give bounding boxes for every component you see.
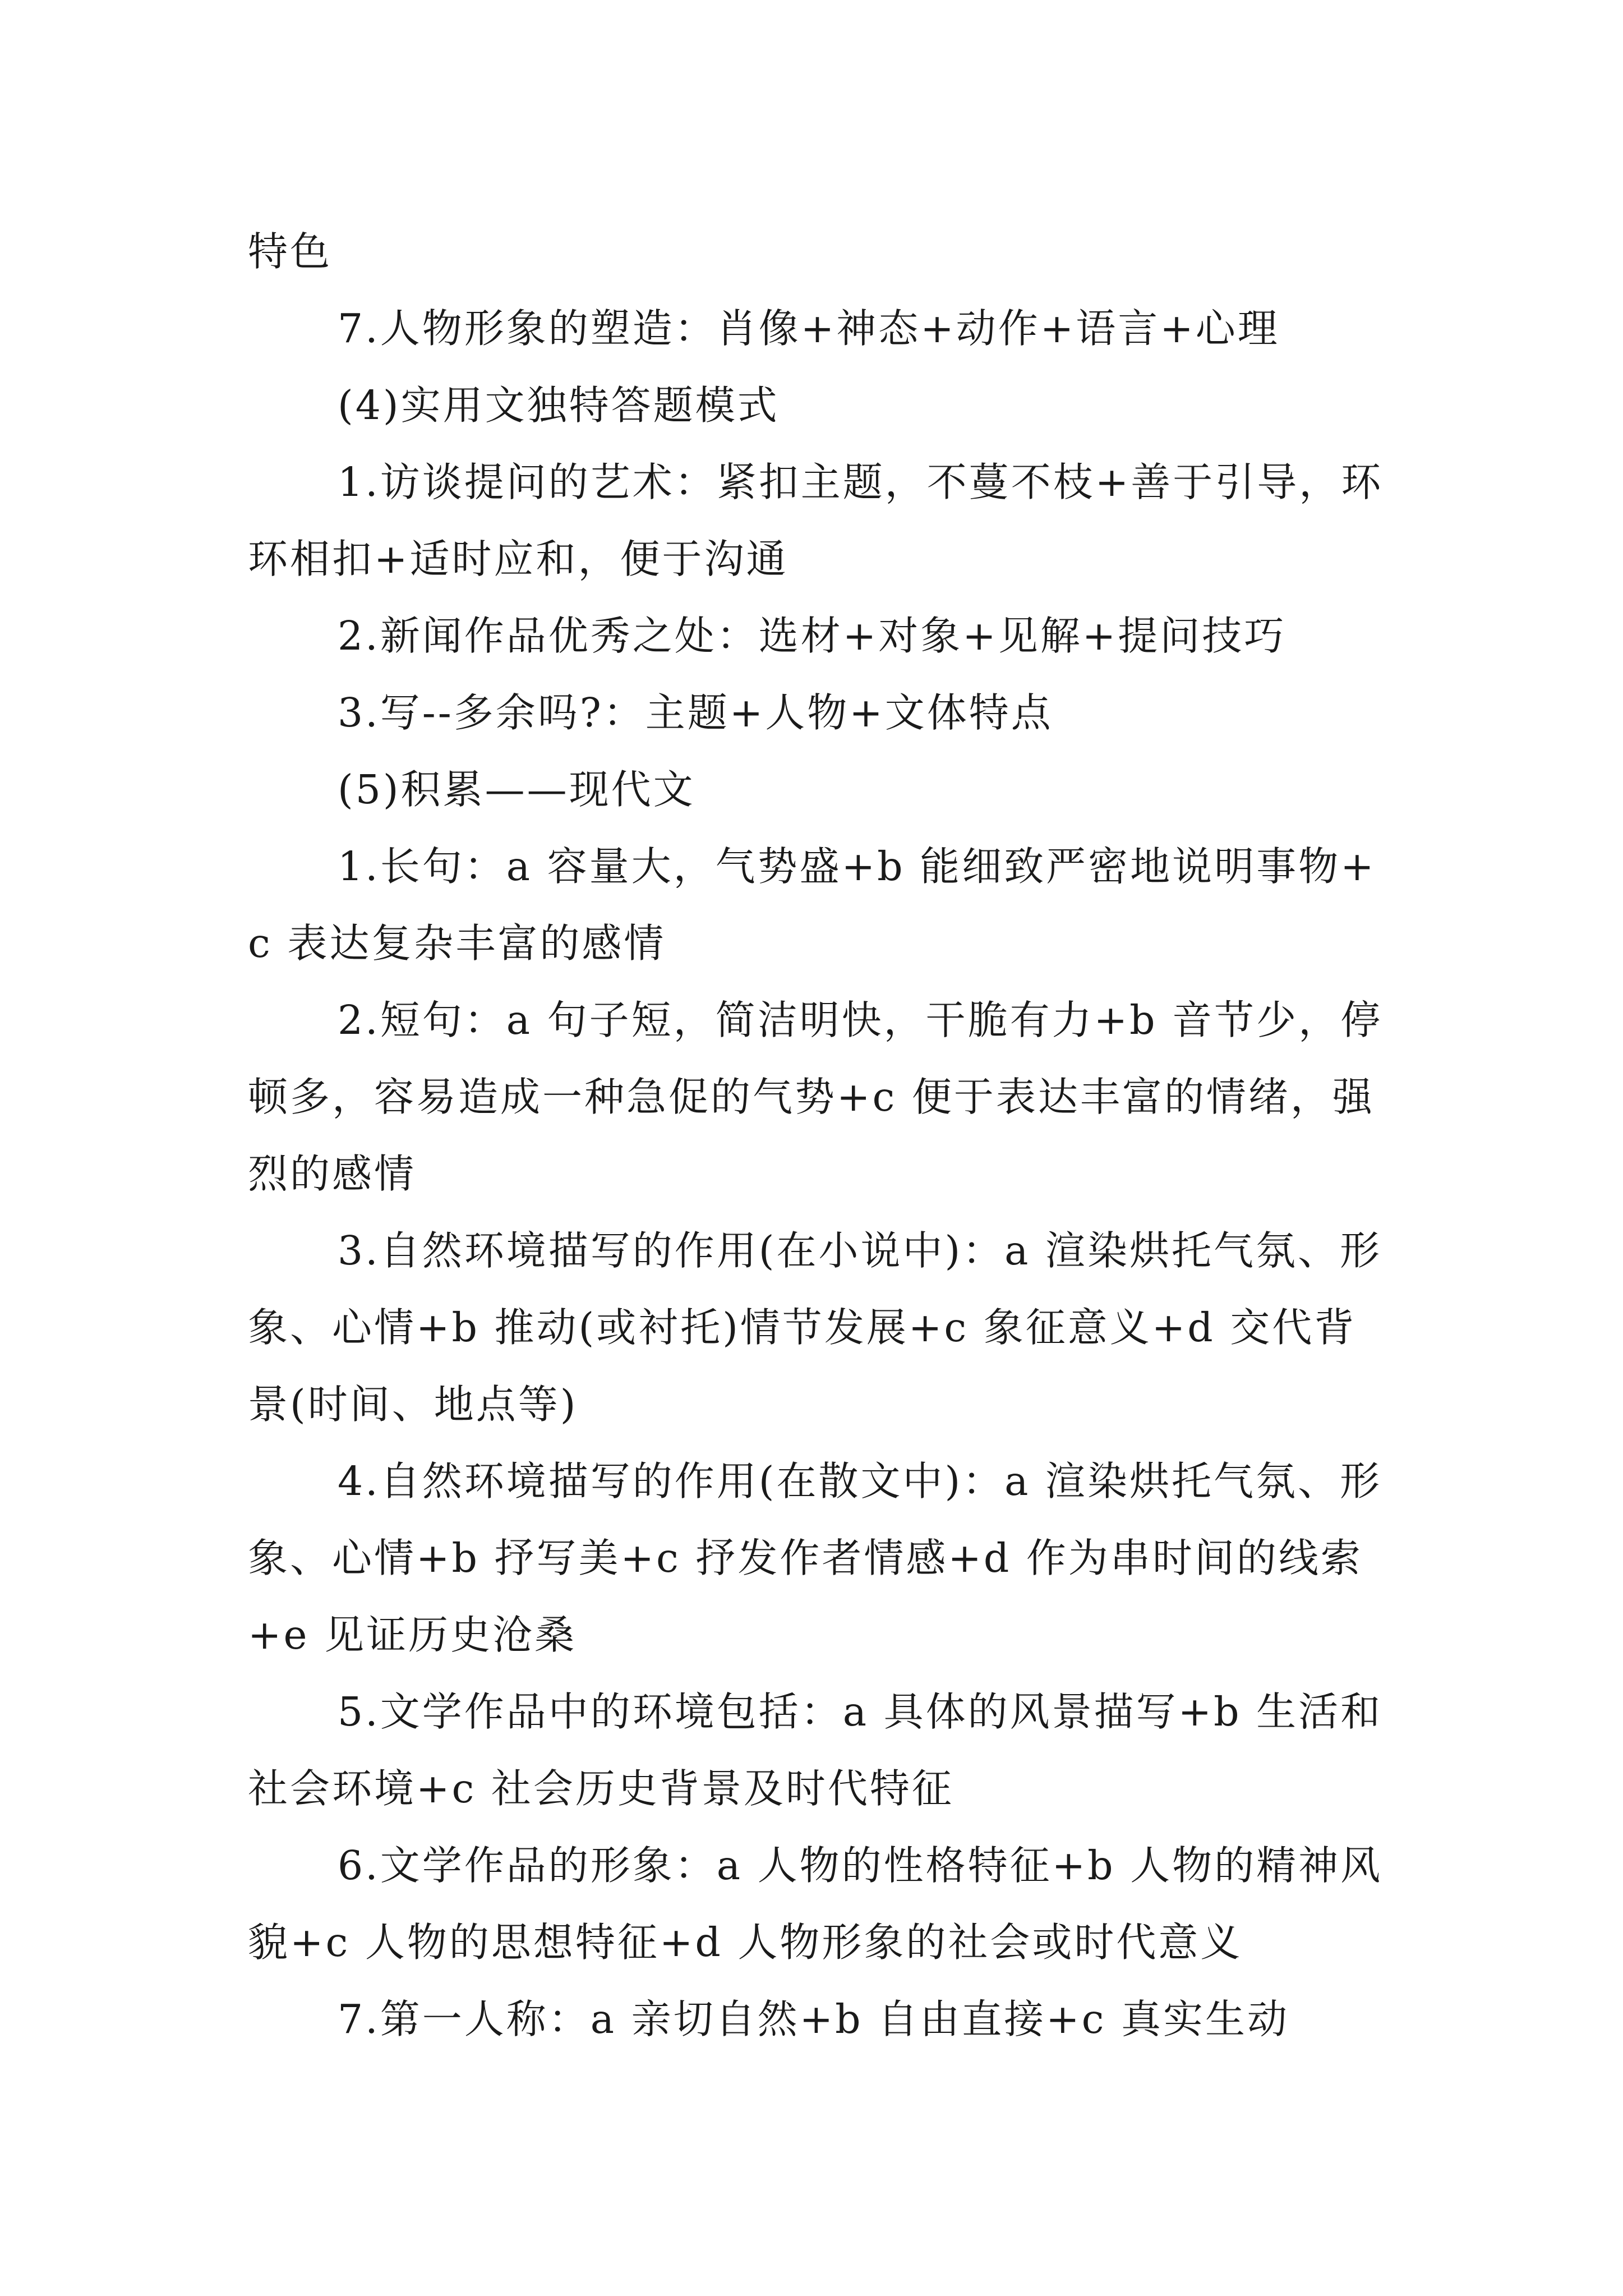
paragraph: 1.长句：a 容量大，气势盛+b 能细致严密地说明事物+c 表达复杂丰富的感情	[248, 843, 1376, 967]
paragraph: 5.文学作品中的环境包括：a 具体的风景描写+b 生活和社会环境+c 社会历史背景及时代特征	[248, 1688, 1383, 1812]
paragraph: 3.写--多余吗?：主题+人物+文体特点	[338, 689, 1053, 736]
paragraph: 1.访谈提问的艺术：紧扣主题，不蔓不枝+善于引导，环环相扣+适时应和，便于沟通	[248, 459, 1384, 582]
paragraph: 3.自然环境描写的作用(在小说中)：a 渲染烘托气氛、形象、心情+b 推动(或衬托)情节发展+c 象征意义+d 交代背景(时间、地点等)	[248, 1227, 1382, 1428]
paragraph: 2.新闻作品优秀之处：选材+对象+见解+提问技巧	[338, 613, 1287, 659]
section-heading: (5)积累——现代文	[338, 766, 695, 813]
section-heading: (4)实用文独特答题模式	[338, 382, 780, 429]
document-page	[248, 213, 1392, 2058]
paragraph: 7.第一人称：a 亲切自然+b 自由直接+c 真实生动	[338, 1996, 1289, 2042]
paragraph: 4.自然环境描写的作用(在散文中)：a 渲染烘托气氛、形象、心情+b 抒写美+c 抒发作者情感+d 作为串时间的线索+e 见证历史沧桑	[248, 1458, 1382, 1658]
paragraph: 6.文学作品的形象：a 人物的性格特征+b 人物的精神风貌+c 人物的思想特征+d 人物形象的社会或时代意义	[248, 1842, 1383, 1966]
paragraph: 特色	[248, 228, 333, 275]
paragraph: 7.人物形象的塑造：肖像+神态+动作+语言+心理	[338, 305, 1280, 352]
paragraph: 2.短句：a 句子短，简洁明快，干脆有力+b 音节少，停顿多，容易造成一种急促的气势+c 便于表达丰富的情绪，强烈的感情	[248, 997, 1383, 1197]
